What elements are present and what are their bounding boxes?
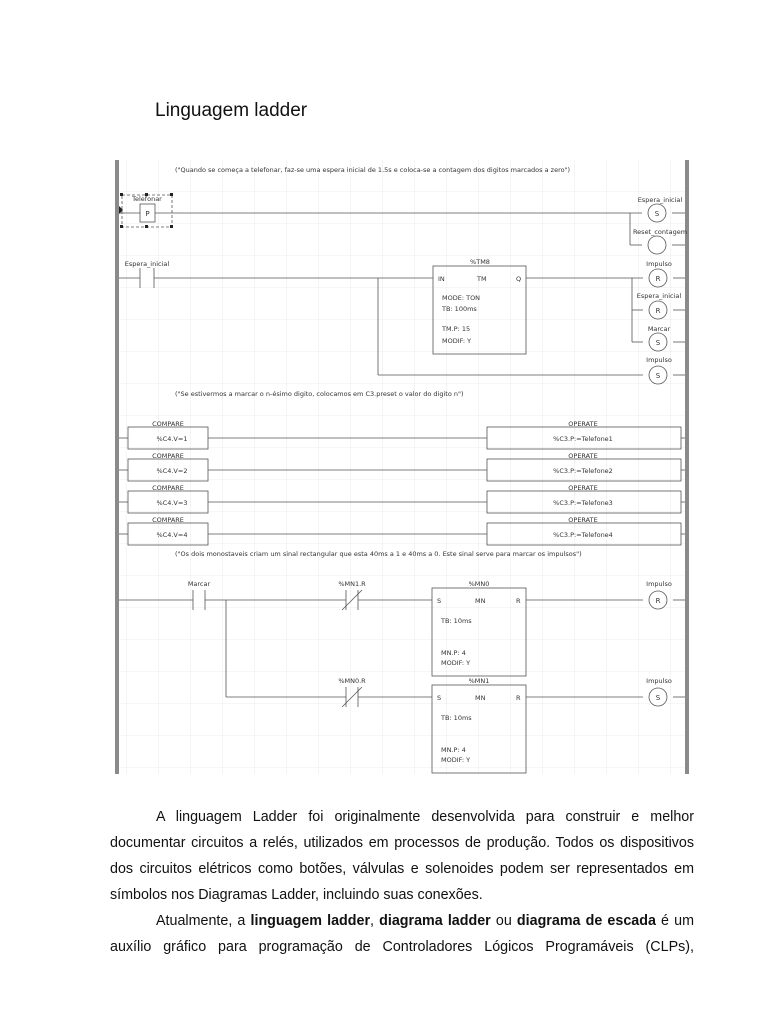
svg-text:OPERATE: OPERATE	[568, 484, 598, 492]
mn1-r-contact-label: %MN1.R	[338, 580, 366, 588]
svg-text:IN: IN	[438, 275, 445, 283]
espera-inicial-contact-label: Espera_inicial	[124, 260, 170, 268]
svg-text:COMPARE: COMPARE	[152, 420, 184, 428]
svg-text:%C3.P:=Telefone1: %C3.P:=Telefone1	[553, 435, 613, 443]
svg-text:R: R	[655, 275, 661, 283]
svg-text:S: S	[437, 597, 442, 605]
svg-text:MN.P: 4: MN.P: 4	[441, 746, 466, 754]
svg-text:Impulso: Impulso	[646, 677, 672, 685]
telefonar-label: Telefonar	[132, 195, 162, 203]
svg-text:MODIF: Y: MODIF: Y	[441, 756, 471, 764]
svg-text:MODIF: Y: MODIF: Y	[442, 337, 472, 345]
svg-text:MN: MN	[475, 597, 486, 605]
svg-text:COMPARE: COMPARE	[152, 484, 184, 492]
svg-text:%C4.V=1: %C4.V=1	[156, 435, 188, 443]
page-title: Linguagem ladder	[155, 100, 308, 121]
svg-text:S: S	[654, 210, 660, 218]
svg-text:MODIF: Y: MODIF: Y	[441, 659, 471, 667]
svg-text:S: S	[655, 339, 661, 347]
svg-text:R: R	[516, 597, 521, 605]
svg-text:%C3.P:=Telefone2: %C3.P:=Telefone2	[553, 467, 613, 475]
svg-text:%C3.P:=Telefone4: %C3.P:=Telefone4	[553, 531, 613, 539]
svg-text:%C3.P:=Telefone3: %C3.P:=Telefone3	[553, 499, 613, 507]
svg-text:%C4.V=4: %C4.V=4	[156, 531, 188, 539]
svg-text:TM: TM	[477, 275, 487, 283]
coil-marcar-label: Marcar	[647, 325, 671, 333]
coil-reset-contagem-label: Reset_contagem	[632, 228, 688, 236]
paragraph-1: A linguagem Ladder foi originalmente desenvolvida para construir e melhor documentar circuitos a relés, utilizados em processos de produção. Todos os dispositivos dos circuitos elétricos como botões, válvulas e solenoides podem ser representados em símbolos nos Diagramas Ladder, incluindo suas conexões.	[110, 809, 694, 903]
right-power-rail	[685, 160, 689, 774]
left-power-rail	[115, 160, 119, 774]
svg-text:R: R	[516, 694, 521, 702]
timer-title: %TM8	[470, 258, 490, 266]
marcar-contact-label: Marcar	[187, 580, 211, 588]
svg-text:TM.P: 15: TM.P: 15	[442, 325, 471, 333]
svg-text:%C4.V=3: %C4.V=3	[156, 499, 188, 507]
coil-reset-contagem	[648, 236, 666, 254]
svg-text:%C4.V=2: %C4.V=2	[156, 467, 188, 475]
svg-text:MODE: TON: MODE: TON	[442, 294, 481, 302]
svg-text:COMPARE: COMPARE	[152, 452, 184, 460]
svg-text:S: S	[655, 372, 661, 380]
svg-text:R: R	[655, 307, 661, 315]
svg-text:TB: 10ms: TB: 10ms	[441, 617, 472, 625]
coil-espera-inicial-r-label: Espera_inicial	[636, 292, 682, 300]
svg-text:OPERATE: OPERATE	[568, 420, 598, 428]
comment-3: ("Os dois monostaveis criam um sinal rectangular que esta 40ms a 1 e 40ms a 0. Este sinal serve para marcar os impulsos")	[175, 550, 582, 558]
coil-impulso-s-label: Impulso	[646, 356, 672, 364]
term-linguagem-ladder: linguagem ladder	[250, 913, 371, 929]
mn1-title: %MN1	[468, 677, 490, 685]
svg-text:S: S	[437, 694, 442, 702]
svg-text:OPERATE: OPERATE	[568, 516, 598, 524]
term-diagrama-ladder: diagrama ladder	[379, 913, 491, 929]
mn0-r-contact-label: %MN0.R	[338, 677, 366, 685]
svg-text:Q: Q	[516, 275, 522, 283]
mn0-title: %MN0	[468, 580, 490, 588]
svg-text:MN.P: 4: MN.P: 4	[441, 649, 466, 657]
coil-impulso-label: Impulso	[646, 260, 672, 268]
svg-text:TB: 100ms: TB: 100ms	[442, 305, 477, 313]
comment-1: ("Quando se começa a telefonar, faz-se uma espera inicial de 1.5s e coloca-se a contagem dos digitos marcados a zero")	[175, 166, 571, 174]
svg-text:MN: MN	[475, 694, 486, 702]
svg-text:R: R	[655, 597, 661, 605]
term-diagrama-de-escada: diagrama de escada	[516, 913, 656, 929]
body-text	[110, 804, 694, 960]
comment-2: ("Se estivermos a marcar o n-ésimo digito, colocamos em C3.preset o valor do digito n")	[175, 390, 464, 398]
svg-text:OPERATE: OPERATE	[568, 452, 598, 460]
svg-text:S: S	[655, 694, 661, 702]
svg-text:COMPARE: COMPARE	[152, 516, 184, 524]
svg-text:Impulso: Impulso	[646, 580, 672, 588]
svg-text:TB: 10ms: TB: 10ms	[441, 714, 472, 722]
coil-espera-inicial-label: Espera_inicial	[637, 196, 683, 204]
telefonar-contact-type: P	[145, 210, 150, 218]
paragraph-2: Atualmente, a linguagem ladder, diagrama ladder ou diagrama de escada é um auxílio gráfico para programação de Controladores Lógicos Programáveis (CLPs),	[110, 913, 694, 955]
